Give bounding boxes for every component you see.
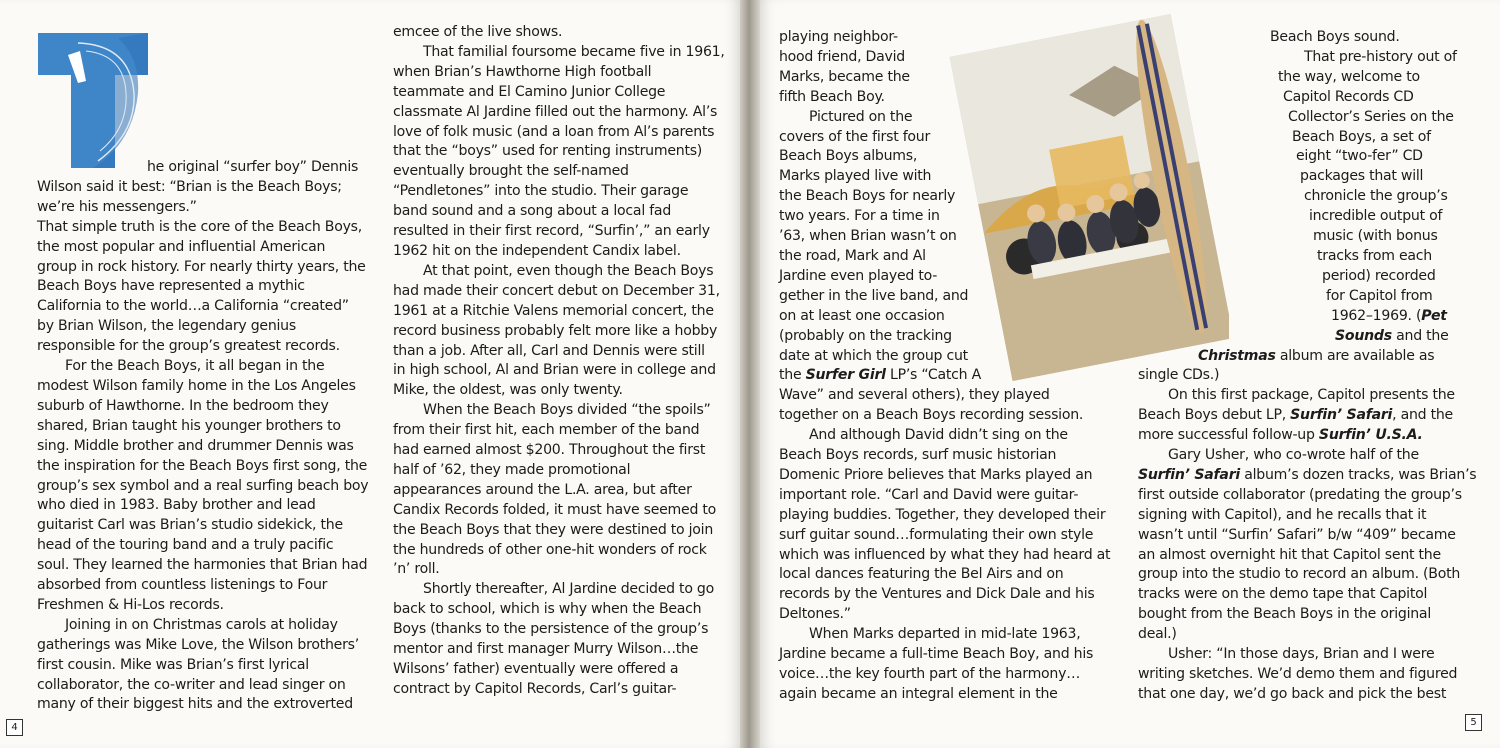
text-line: ’63, when Brian wasn’t on <box>779 228 957 245</box>
text-line: first cousin. Mike was Brian’s first lyrical <box>37 656 309 673</box>
text-line: Beach Boys records, surf music historian <box>779 447 1057 464</box>
text-line: Wilsons’ father) eventually were offered a <box>393 661 679 677</box>
text-line: resulted in their first record, “Surfin’,” an early <box>393 223 710 240</box>
text-line: absorbed from countless listenings to Four <box>37 577 328 594</box>
text-line <box>1138 347 1456 367</box>
text-line: mentor and first manager Murry Wilson…the <box>393 641 699 658</box>
text-run: the <box>779 367 806 384</box>
text-line: half of ’62, they made promotional <box>393 461 631 478</box>
album-title: Surfin’ Safari <box>1290 407 1393 424</box>
text-line: Jardine became a full-time Beach Boy, and his <box>779 646 1094 663</box>
text-line: Wave” and several others), they played <box>779 387 1050 404</box>
text-line: tracks from each <box>1317 247 1432 264</box>
text-line: eight “two-fer” CD <box>1296 148 1423 165</box>
text-line <box>1138 426 1456 446</box>
text-line: two years. For a time in <box>779 208 940 225</box>
text-run: album are available as <box>1275 347 1435 364</box>
text-line: chronicle the group’s <box>1304 188 1448 205</box>
text-line: At that point, even though the Beach Boys <box>423 262 714 279</box>
text-line <box>1138 327 1456 347</box>
text-line: That familial foursome became five in 1961, <box>423 43 725 60</box>
text-line: ’n’ roll. <box>393 561 440 578</box>
text-line: on at least one occasion <box>779 307 945 324</box>
text-line: local dances featuring the Bel Airs and on <box>779 566 1064 583</box>
text-line: Gary Usher, who co-wrote half of the <box>1168 447 1419 464</box>
text-line: first outside collaborator (predating the group’s <box>1138 486 1462 503</box>
text-line: Domenic Priore believes that Marks played an <box>779 466 1093 483</box>
text-line: Capitol Records CD <box>1283 88 1414 105</box>
text-line: On this first package, Capitol presents the <box>1168 387 1455 404</box>
album-title: Surfin’ U.S.A. <box>1318 427 1423 444</box>
dropcap-t-graphic <box>38 33 148 168</box>
text-line: for Capitol from <box>1326 287 1433 304</box>
text-line: the way, welcome to <box>1278 68 1420 85</box>
album-title: Surfer Girl <box>805 367 886 384</box>
text-line: When Marks departed in mid-late 1963, <box>809 626 1081 643</box>
text-line: the road, Mark and Al <box>779 247 926 264</box>
text-line: group in rock history. For nearly thirty years, the <box>37 258 366 275</box>
text-line: contract by Capitol Records, Carl’s guitar- <box>393 680 677 697</box>
text-line: playing neighbor- <box>779 29 898 45</box>
text-line: (probably on the tracking <box>779 327 952 344</box>
text-line: records by the Ventures and Dick Dale and his <box>779 586 1095 603</box>
text-line: had earned almost $200. Throughout the first <box>393 442 706 459</box>
text-line: gether in the live band, and <box>779 287 969 304</box>
text-line: had made their concert debut on December 31, <box>393 282 720 299</box>
text-line <box>1138 466 1477 486</box>
text-line: fifth Beach Boy. <box>779 88 885 105</box>
text-line: shared, Brian taught his younger brothers to <box>37 417 341 434</box>
text-line: incredible output of <box>1309 208 1443 225</box>
text-line: Beach Boys have represented a mythic <box>37 278 305 295</box>
text-line: group into the studio to record an album. (Both <box>1138 566 1461 583</box>
text-line: covers of the first four <box>779 128 931 145</box>
text-line: tracks were on the demo tape that Capitol <box>1138 586 1428 603</box>
text-run: 1962–1969. ( <box>1331 307 1422 324</box>
text-line: gatherings was Mike Love, the Wilson brothers’ <box>37 636 359 653</box>
text-line: together on a Beach Boys recording session. <box>779 407 1084 424</box>
album-title: Surfin’ Safari <box>1138 466 1240 483</box>
text-line: Candix Records folded, it must have seemed to <box>393 501 717 518</box>
text-line: the hundreds of other one-hit wonders of rock <box>393 541 707 558</box>
text-line: That pre-history out of <box>1304 48 1457 65</box>
page-number-left: 4 <box>6 719 23 736</box>
text-line: Usher: “In those days, Brian and I were <box>1168 646 1435 663</box>
text-line: emcee of the live shows. <box>393 24 563 40</box>
text-line: deal.) <box>1138 626 1177 643</box>
text-line: back to school, which is why when the Beach <box>393 601 702 618</box>
text-run: Beach Boys debut LP, <box>1138 407 1291 424</box>
text-line: Pictured on the <box>809 108 913 125</box>
column-4 <box>1138 28 1477 705</box>
text-line: Marks played live with <box>779 168 932 185</box>
text-line: which was influenced by what they had heard at <box>779 546 1111 563</box>
text-line: And although David didn’t sing on the <box>809 427 1068 444</box>
text-line: “Pendletones” into the studio. Their garage <box>393 183 689 200</box>
text-line: For the Beach Boys, it all began in the <box>65 358 325 375</box>
text-line: the Beach Boys for nearly <box>779 188 956 205</box>
text-line: bought from the Beach Boys in the original <box>1138 606 1431 623</box>
text-line: who died in 1983. Baby brother and lead <box>37 497 316 514</box>
left-page <box>0 0 740 748</box>
text-line: Wilson said it best: “Brian is the Beach Boys; <box>37 178 342 195</box>
text-line: that the “boys” used for renting instruments) <box>393 143 703 160</box>
text-line: from their first hit, each member of the band <box>393 422 700 439</box>
text-line: date at which the group cut <box>779 347 968 364</box>
text-line: Beach Boys albums, <box>779 148 918 165</box>
text-line: suburb of Hawthorne. In the bedroom they <box>37 397 329 414</box>
text-line: writing sketches. We’d demo them and figured <box>1138 666 1458 682</box>
column-2 <box>393 23 725 700</box>
text-line: collaborator, the co-writer and lead singer on <box>37 676 346 693</box>
text-line: Freshmen & Hi-Los records. <box>37 596 224 613</box>
text-line: appearances around the L.A. area, but after <box>393 481 692 498</box>
text-line: playing buddies. Together, they developed their <box>779 506 1106 523</box>
column-1 <box>37 158 369 715</box>
text-line: when Brian’s Hawthorne High football <box>393 63 652 80</box>
text-line: we’re his messengers.” <box>37 198 197 215</box>
text-line: the Beach Boys that they were destined to join <box>393 521 714 538</box>
text-line: that one day, we’d go back and pick the best <box>1138 685 1447 702</box>
text-line: again became an integral element in the <box>779 685 1058 702</box>
text-line: he original “surfer boy” Dennis <box>147 159 359 175</box>
text-line: Deltones.” <box>779 606 851 623</box>
text-run: , and the <box>1392 407 1453 424</box>
text-line: packages that will <box>1300 168 1424 185</box>
page-number-right: 5 <box>1465 714 1482 731</box>
text-line: soul. They learned the harmonies that Brian had <box>37 557 368 574</box>
text-line: sing. Middle brother and drummer Dennis was <box>37 437 354 454</box>
text-line: group’s sex symbol and a real surfing beach boy <box>37 477 369 494</box>
text-line: period) recorded <box>1322 267 1436 284</box>
text-line: band sound and a song about a local fad <box>393 203 672 220</box>
dropcap-letter: T <box>98 123 99 124</box>
text-line: teammate and El Camino Junior College <box>393 83 666 100</box>
text-line: Boys (thanks to the persistence of the group’s <box>393 621 709 638</box>
text-line: important role. “Carl and David were guitar- <box>779 486 1079 503</box>
text-line: modest Wilson family home in the Los Angeles <box>37 377 356 394</box>
text-run: more successful follow-up <box>1138 427 1319 444</box>
text-line: record business probably felt more like a hobby <box>393 322 718 339</box>
text-line: love of folk music (and a loan from Al’s parents <box>393 123 715 140</box>
text-line: Collector’s Series on the <box>1288 108 1454 125</box>
text-line: eventually brought the self-named <box>393 163 629 180</box>
album-title: Sounds <box>1335 327 1392 344</box>
text-line: voice…the key fourth part of the harmony… <box>779 666 1081 682</box>
album-title: Christmas <box>1198 347 1276 364</box>
text-line: California to the world…a California “created” <box>37 298 349 315</box>
text-line: the most popular and influential American <box>37 238 326 255</box>
text-line: signing with Capitol), and he recalls that it <box>1138 506 1427 523</box>
text-line: the inspiration for the Beach Boys first song, the <box>37 457 368 474</box>
text-line: Joining in on Christmas carols at holiday <box>65 616 338 633</box>
text-line: single CDs.) <box>1138 367 1220 384</box>
text-line: Mike, the oldest, was only twenty. <box>393 382 623 399</box>
text-line: an almost overnight hit that Capitol sent the <box>1138 546 1441 563</box>
text-line: That simple truth is the core of the Beach Boys, <box>37 218 362 235</box>
text-line: Beach Boys sound. <box>1270 29 1400 45</box>
text-run: and the <box>1391 327 1449 344</box>
text-line: by Brian Wilson, the legendary genius <box>37 318 296 335</box>
text-line: than a job. After all, Carl and Dennis were still <box>393 342 705 359</box>
text-line: surf guitar sound…formulating their own style <box>779 526 1094 543</box>
text-line: Marks, became the <box>779 68 910 85</box>
text-line: classmate Al Jardine filled out the harmony. Al’s <box>393 103 718 120</box>
album-title: Pet <box>1421 307 1447 324</box>
text-line <box>1138 406 1456 426</box>
text-line: head of the touring band and a truly pacific <box>37 537 334 554</box>
text-run: LP’s “Catch A <box>885 367 981 384</box>
text-line <box>1138 307 1456 327</box>
text-line: Beach Boys, a set of <box>1292 128 1431 145</box>
text-run: album’s dozen tracks, was Brian’s <box>1239 466 1477 483</box>
text-line: Shortly thereafter, Al Jardine decided to go <box>423 581 714 598</box>
text-line: 1962 hit on the independent Candix label. <box>393 242 681 259</box>
text-line: hood friend, David <box>779 48 905 65</box>
text-line: wasn’t until “Surfin’ Safari” b/w “409” became <box>1138 526 1456 543</box>
text-line: 1961 at a Ritchie Valens memorial concert, the <box>393 302 714 319</box>
text-line: When the Beach Boys divided “the spoils” <box>423 402 711 419</box>
text-line: in high school, Al and Brian were in college and <box>393 362 716 379</box>
text-line: guitarist Carl was Brian’s studio sidekick, the <box>37 517 343 534</box>
text-line: music (with bonus <box>1313 228 1438 245</box>
right-page <box>760 0 1500 748</box>
text-line: many of their biggest hits and the extroverted <box>37 696 353 713</box>
text-line: Jardine even played to- <box>779 267 938 284</box>
text-line: responsible for the group’s greatest records. <box>37 338 340 355</box>
spine-gutter <box>740 0 760 748</box>
